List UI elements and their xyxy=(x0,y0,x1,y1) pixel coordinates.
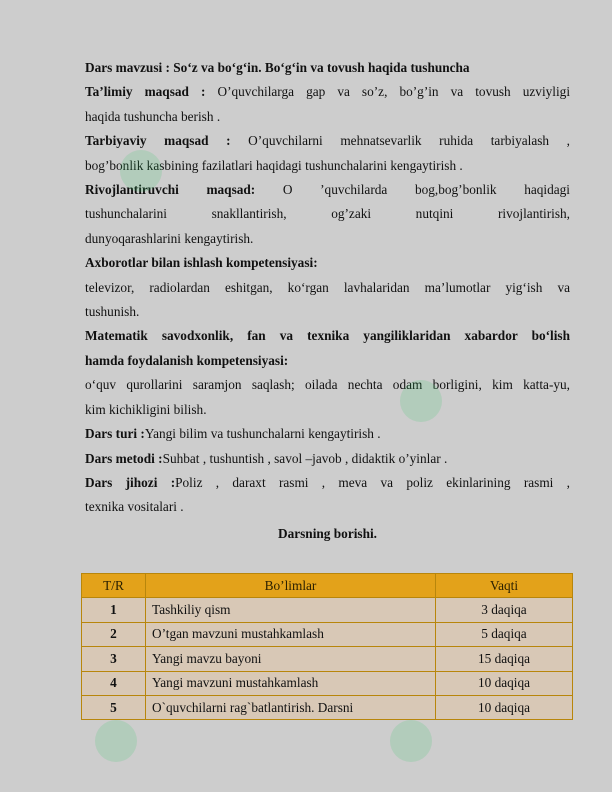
topic-label: Dars mavzusi : xyxy=(85,60,170,75)
edu-goal-text: O’quvchilarga gap va so’z, bo’g’in va tovush uzviyligi xyxy=(217,84,571,100)
lesson-equipment-line xyxy=(85,471,570,495)
table-row xyxy=(82,695,573,719)
column-header-number: T/R xyxy=(82,574,146,598)
row-time: 3 daqiqa xyxy=(436,598,573,622)
math-competence-heading-cont xyxy=(85,349,570,373)
math-competence-heading xyxy=(85,324,570,348)
info-competence-heading xyxy=(85,251,570,275)
math-competence-text-cont: kim kichikligini bilish. xyxy=(85,401,207,417)
developing-label: Rivojlantiruvchi maqsad: xyxy=(85,182,256,198)
developing-text-end: dunyoqarashlarini kengaytirish. xyxy=(85,230,254,246)
math-competence-text: o‘quv qurollarini saramjon saqlash; oilada nechta odam borligini, kim katta-yu, xyxy=(85,377,570,393)
upbringing-text: O’quvchilarni mehnatsevarlik ruhida tarbiyalash , xyxy=(248,133,570,149)
lesson-method-label: Dars metodi : xyxy=(85,450,163,466)
watermark-logo xyxy=(390,720,432,762)
lesson-equipment-value-cont: texnika vositalari . xyxy=(85,499,184,515)
topic-value: So‘z va bo‘g‘in. Bo‘g‘in va tovush haqida tushuncha xyxy=(173,60,470,75)
row-section: Tashkiliy qism xyxy=(146,598,436,622)
row-number: 1 xyxy=(82,598,146,622)
info-competence-text: televizor, radiolardan eshitgan, ko‘rgan lavhalaridan ma’lumotlar yig‘ish va xyxy=(85,279,570,295)
row-section: Yangi mavzuni mustahkamlash xyxy=(146,671,436,695)
lesson-method-value: Suhbat , tushuntish , savol –javob , didaktik o’yinlar . xyxy=(162,450,448,466)
math-competence-label: Matematik savodxonlik, fan va texnika yangiliklaridan xabardor bo‘lish xyxy=(85,328,570,344)
info-competence-label: Axborotlar bilan ishlash kompetensiyasi: xyxy=(85,255,318,271)
row-section: O`quvchilarni rag`batlantirish. Darsni xyxy=(146,695,436,719)
row-time: 15 daqiqa xyxy=(436,647,573,671)
row-section: O’tgan mavzuni mustahkamlash xyxy=(146,622,436,646)
row-number: 4 xyxy=(82,671,146,695)
row-number: 5 xyxy=(82,695,146,719)
upbringing-line xyxy=(85,129,570,153)
watermark-logo xyxy=(400,380,442,422)
edu-goal-line xyxy=(85,80,570,104)
lesson-method-line xyxy=(85,447,570,471)
row-number: 2 xyxy=(82,622,146,646)
lesson-equipment-label: Dars jihozi : xyxy=(85,474,176,490)
topic-line xyxy=(85,56,570,80)
lesson-plan-document xyxy=(85,56,570,546)
watermark-logo xyxy=(120,150,162,192)
row-section: Yangi mavzu bayoni xyxy=(146,647,436,671)
column-header-time: Vaqti xyxy=(436,574,573,598)
table-row xyxy=(82,671,573,695)
row-time: 10 daqiqa xyxy=(436,695,573,719)
row-number: 3 xyxy=(82,647,146,671)
table-row xyxy=(82,622,573,646)
developing-text: O ’quvchilarda bog,bog’bonlik haqidagi xyxy=(282,182,570,198)
lesson-progress-table xyxy=(81,573,573,720)
edu-goal-label: Ta’limiy maqsad : xyxy=(85,84,206,100)
watermark-logo xyxy=(95,720,137,762)
developing-text-cont: tushunchalarini snakllantirish, og’zaki nutqini rivojlantirish, xyxy=(85,206,570,222)
column-header-sections: Bo’limlar xyxy=(146,574,436,598)
table-row xyxy=(82,598,573,622)
lesson-type-label: Dars turi : xyxy=(85,426,145,442)
upbringing-text-cont: bog’bonlik kasbining fazilatlari haqidagi tushunchalarini kengaytirish . xyxy=(85,157,463,173)
lesson-equipment-value: Poliz , daraxt rasmi , meva va poliz ekinlarining rasmi , xyxy=(175,474,570,490)
lesson-type-value: Yangi bilim va tushunchalarni kengaytirish . xyxy=(144,426,381,442)
row-time: 5 daqiqa xyxy=(436,622,573,646)
math-competence-label-cont: hamda foydalanish kompetensiyasi: xyxy=(85,352,289,368)
upbringing-label: Tarbiyaviy maqsad : xyxy=(85,133,231,149)
edu-goal-text-cont: haqida tushuncha berish . xyxy=(85,108,221,124)
table-row xyxy=(82,647,573,671)
table-header-row xyxy=(82,574,573,598)
lesson-type-line xyxy=(85,422,570,446)
info-competence-text-cont: tushunish. xyxy=(85,304,140,320)
row-time: 10 daqiqa xyxy=(436,671,573,695)
progress-title: Darsning borishi. xyxy=(277,525,377,541)
